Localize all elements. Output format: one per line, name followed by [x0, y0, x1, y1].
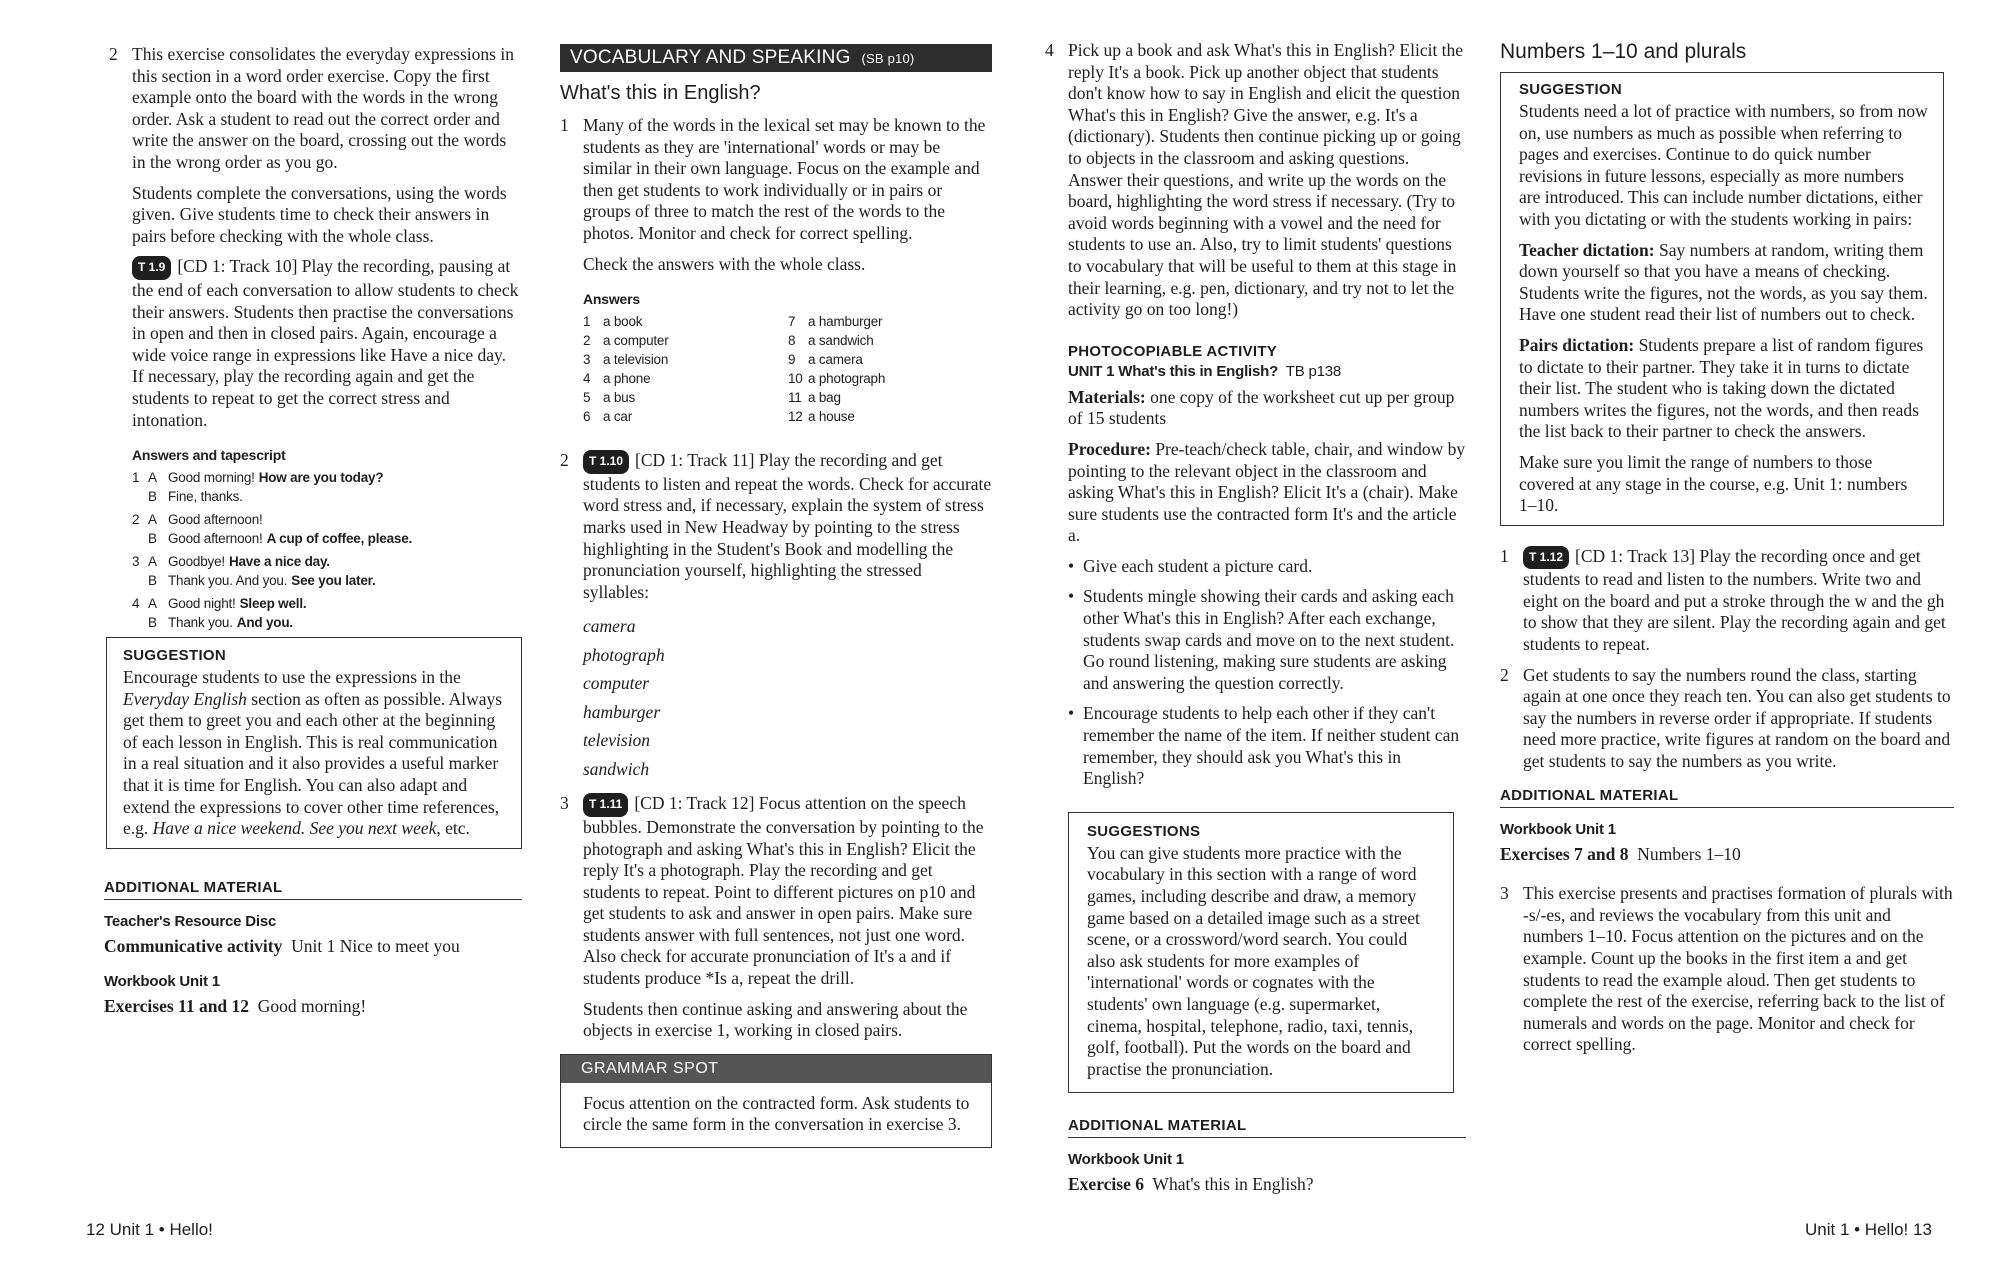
suggestion-text-italic: Everyday English — [123, 688, 247, 709]
suggestion-box — [106, 637, 522, 849]
vocab-answer-number: 1 — [583, 314, 591, 330]
answer-bold: A cup of coffee, please. — [266, 531, 413, 547]
pairs-dictation — [1519, 335, 1929, 443]
stress-word: television — [583, 730, 651, 751]
pairs-dictation-label: Pairs dictation: — [1519, 334, 1635, 355]
vocab-answer-word: a photograph — [808, 371, 886, 387]
vocab-answer — [788, 388, 988, 407]
answer-item — [132, 510, 522, 548]
procedure-bullet: • Students mingle showing their cards and asking each other What's this in English? After each exchange, students swap cards and move on to the next student. Go round listening, making sure students are asking and answering the question correctly. — [1083, 586, 1466, 694]
exercise-number: 1 — [560, 115, 569, 135]
exercise-number: 2 — [1500, 664, 1509, 685]
stress-word-list — [583, 612, 992, 783]
vocab-answer-number: 4 — [583, 371, 591, 387]
workbook-exercises-label: Exercises 7 and 8 — [1500, 843, 1629, 864]
vocab-answers-title: Answers — [583, 291, 640, 308]
answers-list — [132, 468, 522, 632]
additional-material-title: ADDITIONAL MATERIAL — [1068, 1117, 1466, 1138]
track-badge: T 1.10 — [583, 450, 629, 474]
vocab-answer — [788, 312, 988, 331]
vocab-exercise-3-para-1 — [583, 793, 992, 989]
grammar-spot-text: Focus attention on the contracted form. Ask students to circle the same form in the conversation in exercise 3. — [583, 1092, 970, 1135]
vocab-exercise-3-para-2: Students then continue asking and answering about the objects in exercise 1, working in closed pairs. — [583, 998, 968, 1041]
suggestion-text-1: Encourage students to use the expressions in the — [123, 667, 461, 687]
additional-material-title: ADDITIONAL MATERIAL — [104, 879, 522, 900]
workbook-heading: Workbook Unit 1 — [104, 972, 220, 990]
teacher-dictation — [1519, 240, 1929, 326]
speaker-label: A — [148, 554, 157, 570]
exercise-number: 4 — [1045, 40, 1054, 60]
track-badge: T 1.11 — [583, 793, 628, 817]
numbers-exercise-1 — [1500, 545, 1954, 656]
speaker-label: A — [148, 596, 157, 612]
answer-bold: And you. — [236, 615, 293, 631]
speaker-label: A — [148, 470, 157, 486]
activity-value: Unit 1 Nice to meet you — [291, 936, 460, 956]
column-left — [109, 44, 522, 636]
workbook-exercises-value: Good morning! — [257, 995, 367, 1016]
additional-material-title: ADDITIONAL MATERIAL — [1500, 787, 1954, 808]
answer-bold: Have a nice day. — [228, 554, 330, 570]
vocab-answer — [583, 350, 788, 369]
numbers-exercise-3 — [1500, 883, 1954, 1056]
communicative-activity-line — [104, 936, 522, 958]
vocab-answer — [788, 369, 988, 388]
procedure-bullet: • Give each student a picture card. — [1083, 556, 1466, 578]
vocabulary-subheading: What's this in English? — [560, 82, 761, 104]
vocab-answer-word: a phone — [603, 371, 651, 387]
footer-left: 12 Unit 1 • Hello! — [86, 1220, 213, 1239]
grammar-spot-title: GRAMMAR SPOT — [561, 1055, 991, 1083]
materials-line — [1068, 387, 1466, 430]
answer-number: 3 — [132, 554, 140, 570]
numbers-exercise-2 — [1500, 664, 1954, 773]
vocab-answer — [583, 312, 788, 331]
numbers-suggestion-title: SUGGESTION — [1519, 81, 1623, 98]
vocab-answer-number: 11 — [788, 390, 802, 406]
exercise-4-para: Pick up a book and ask What's this in English? Elicit the reply It's a book. Pick up another object that students don't know how to say in English and elicit the question What's this in English? Give the answer, e.g. It's a (dictionary). Students then continue picking up or going to objects in the classroom and asking questions. Answer their questions, and write up the words on the board, highlighting the word stress if necessary. (Try to avoid words beginning with a vowel and the need for students to use an. Also, try to limit students' questions to vocabulary that will be useful to them at this stage in their learning, e.g. pen, dictionary, and try not to let the activity go on too long!) — [1068, 40, 1464, 320]
exercise-2-para-3 — [132, 256, 522, 431]
numbers-heading: Numbers 1–10 and plurals — [1500, 40, 1747, 63]
workbook-exercise-value: What's this in English? — [1152, 1174, 1314, 1195]
speaker-label: A — [148, 512, 157, 528]
stress-word: computer — [583, 673, 650, 694]
answer-line — [132, 552, 522, 571]
track-badge: T 1.9 — [132, 256, 171, 280]
vocab-answer-word: a car — [603, 409, 633, 425]
photocopiable-title: PHOTOCOPIABLE ACTIVITY — [1068, 342, 1278, 360]
answer-plain: Thank you. And you. — [168, 573, 288, 589]
answer-number — [132, 529, 148, 548]
answer-plain: Good night! — [168, 596, 236, 612]
grammar-spot — [560, 1054, 992, 1148]
vocab-exercise-2 — [560, 450, 992, 783]
answer-bold: How are you today? — [258, 470, 384, 486]
stress-word: sandwich — [583, 758, 650, 779]
answer-plain: Thank you. — [168, 615, 233, 631]
vocab-answer-number: 5 — [583, 390, 591, 406]
workbook-exercises-line — [104, 996, 522, 1018]
numbers-exercise-1-para — [1523, 546, 1954, 656]
suggestion-text-3: , etc. — [436, 818, 470, 839]
photocopiable-ref: TB p138 — [1285, 362, 1342, 380]
vocab-answer-number: 3 — [583, 352, 591, 368]
exercise-number: 2 — [109, 44, 118, 64]
answer-plain: Fine, thanks. — [168, 489, 243, 505]
col4-additional-material — [1500, 787, 1954, 866]
stress-word: camera — [583, 616, 636, 637]
vocab-answers-grid — [583, 312, 992, 426]
photocopiable-activity — [1068, 343, 1466, 790]
vocab-answer-word: a house — [808, 409, 855, 425]
column-vocabulary — [560, 44, 992, 1148]
procedure-bullet: • Encourage students to help each other if they can't remember the name of the item. If neither student can remember, they should ask you What's this in English? — [1083, 703, 1466, 789]
vocab-exercise-2-para — [583, 450, 992, 603]
workbook-exercises-label: Exercises 11 and 12 — [104, 995, 250, 1016]
numbers-suggestion-para-1: Students need a lot of practice with numbers, so from now on, use numbers as much as possible when referring to pages and exercises. Continue to do quick number revisions in future lessons, especially as more numbers are introduced. This can include number dictations, either with you dictating or with the students working in pairs: — [1519, 101, 1928, 229]
answer-bold: Sleep well. — [239, 596, 307, 612]
teacher-dictation-text: Say numbers at random, writing them down yourself so that you have a means of checking. Students write the figures, not the words, as you say them. Have one student read their list of numbers out to check. — [1519, 239, 1928, 325]
vocab-answer-number: 8 — [788, 333, 796, 349]
footer-right: Unit 1 • Hello! 13 — [1805, 1220, 1932, 1239]
vocab-answer-word: a bus — [603, 390, 636, 406]
speaker-label: B — [148, 489, 157, 505]
answer-line — [132, 529, 522, 548]
answer-bold: See you later. — [291, 573, 376, 589]
answer-line — [132, 487, 522, 506]
answer-line — [132, 468, 522, 487]
vocab-answer-number: 2 — [583, 333, 591, 349]
numbers-suggestion-para-4: Make sure you limit the range of numbers to those covered at any stage in the course, e.g. Unit 1: numbers 1–10. — [1519, 451, 1908, 516]
vocab-answer-number: 10 — [788, 371, 803, 387]
activity-label: Communicative activity — [104, 936, 283, 956]
numbers-suggestion-box — [1500, 72, 1944, 526]
workbook-heading: Workbook Unit 1 — [1068, 1151, 1184, 1169]
answer-plain: Goodbye! — [168, 554, 225, 570]
procedure-label: Procedure: — [1068, 438, 1151, 459]
workbook-heading: Workbook Unit 1 — [1500, 820, 1616, 838]
answers-title: Answers and tapescript — [132, 447, 286, 464]
photocopiable-unit-line — [1068, 362, 1466, 382]
answer-number — [132, 487, 148, 506]
procedure-bullets — [1068, 556, 1466, 790]
suggestion-text — [123, 667, 509, 840]
speaker-label: B — [148, 573, 157, 589]
stress-word: photograph — [583, 644, 665, 665]
answer-line — [132, 613, 522, 632]
vocab-answer-number: 12 — [788, 409, 803, 425]
suggestions-title: SUGGESTIONS — [1087, 822, 1201, 840]
suggestion-text-italic-2: Have a nice weekend. See you next week — [152, 818, 437, 839]
col3-additional-material — [1068, 1117, 1466, 1196]
answer-plain: Good afternoon! — [168, 531, 263, 547]
vocab-answer — [788, 407, 988, 426]
exercise-2-para-3-text: [CD 1: Track 10] Play the recording, pausing at the end of each conversation to allow students to check their answers. Students then practise the conversations in open and then in closed pairs. Again, encourage a wide voice range in expressions like Have a nice day. If necessary, play the recording again and get the students to repeat to get the correct stress and intonation. — [132, 256, 519, 430]
exercise-2-para-1: This exercise consolidates the everyday expressions in this section in a word order exercise. Copy the first example onto the board with the words in the wrong order. Ask a student to read out the correct order and write the answer on the board, crossing out the words in the wrong order as you go. — [132, 44, 514, 172]
answer-item — [132, 468, 522, 506]
vocab-answer-word: a hamburger — [808, 314, 883, 330]
vocab-answer — [583, 331, 788, 350]
column-numbers — [1500, 40, 1954, 1065]
answer-item — [132, 594, 522, 632]
answer-number: 4 — [132, 596, 140, 612]
answer-plain: Good afternoon! — [168, 512, 263, 528]
workbook-exercise-label: Exercise 6 — [1068, 1174, 1144, 1195]
numbers-exercise-1-text: [CD 1: Track 13] Play the recording once and get students to read and listen to the numbers. Write two and eight on the board and put a stroke through the w and the gh to show that they are silent. Play the recording again and get students to repeat. — [1523, 545, 1946, 655]
materials-text: one copy of the worksheet cut up per group of 15 students — [1068, 386, 1455, 429]
exercise-2-para-2: Students complete the conversations, using the words given. Give students time to check their answers in pairs before checking with the whole class. — [132, 182, 507, 246]
numbers-exercise-2-para: Get students to say the numbers round the class, starting again at one once they reach ten. You can also get students to say the numbers in reverse order if appropriate. If students need more practice, write figures at random on the board and get students to say the numbers as you write. — [1523, 664, 1951, 772]
vocab-answer — [583, 369, 788, 388]
exercise-number: 1 — [1500, 545, 1509, 566]
answer-number — [132, 571, 148, 590]
answer-number: 2 — [132, 512, 140, 528]
vocab-answer-word: a bag — [808, 390, 841, 406]
vocab-exercise-2-text: [CD 1: Track 11] Play the recording and get students to listen and repeat the words. Check for accurate word stress and, if necessary, explain the system of stress marks used in New Headway by pointing to the stress highlighting in the Student's Book and modelling the pronunciation yourself, highlighting the stressed syllables: — [583, 450, 992, 602]
vocab-answer-number: 9 — [788, 352, 796, 368]
vocab-answers-right — [788, 312, 988, 426]
vocabulary-bar-title: VOCABULARY AND SPEAKING — [570, 47, 851, 68]
resource-disc-heading: Teacher's Resource Disc — [104, 913, 277, 930]
workbook-exercises-line — [1500, 844, 1954, 866]
answer-plain: Good morning! — [168, 470, 255, 486]
vocab-answer-word: a camera — [808, 352, 863, 368]
speaker-label: B — [148, 531, 157, 547]
photocopiable-unit: UNIT 1 What's this in English? — [1068, 362, 1279, 380]
suggestions-box — [1068, 812, 1454, 1094]
vocab-answer-number: 7 — [788, 314, 796, 330]
vocabulary-bar-ref: (SB p10) — [861, 51, 915, 66]
vocab-exercise-1-para-1: Many of the words in the lexical set may be known to the students as they are 'international' words or may be similar in their own language. Focus on the example and then get students to work individually or in pairs or groups of three to match the rest of the words to the photos. Monitor and check for correct spelling. — [583, 115, 986, 243]
stress-word: hamburger — [583, 701, 661, 722]
vocab-answer-number: 6 — [583, 409, 591, 425]
column-third — [1045, 40, 1466, 1205]
vocab-answer-word: a book — [603, 314, 643, 330]
answer-number — [132, 613, 148, 632]
left-additional-material — [104, 879, 522, 1026]
vocab-answer — [583, 388, 788, 407]
vocab-answer — [788, 331, 988, 350]
numbers-exercise-3-para: This exercise presents and practises formation of plurals with -s/-es, and reviews the vocabulary from this unit and numbers 1–10. Focus attention on the pictures and on the example. Count up the books in the first item a and get students to read the example aloud. Then get students to complete the rest of the exercise, referring back to the list of numerals and words on the page. Monitor and check for correct spelling. — [1523, 883, 1953, 1055]
vocab-exercise-3-text: [CD 1: Track 12] Focus attention on the speech bubbles. Demonstrate the conversation by pointing to the photograph and asking What's this in English? Elicit the reply It's a photograph. Play the recording and get students to repeat. Point to different pictures on p10 and get students to ask and answer in open pairs. Make sure students answer with full sentences, not just one word. Also check for accurate pronunciation of It's a and if students produce *Is a, repeat the drill. — [583, 793, 984, 989]
procedure-text: Pre-teach/check table, chair, and window by pointing to the relevant object in the classroom and asking What's this in English? Elicit It's a (chair). Make sure students use the contracted form It's and the article a. — [1068, 438, 1466, 546]
exercise-2 — [109, 44, 522, 431]
procedure-line — [1068, 439, 1466, 547]
materials-label: Materials: — [1068, 386, 1146, 407]
suggestions-text: You can give students more practice with the vocabulary in this section with a range of word games, including describe and draw, a memory game based on a detailed image such as a street scene, or a crossword/word search. You could also ask students for more examples of 'international' words or cognates with the students' own language (e.g. supermarket, cinema, hospital, telephone, radio, taxi, tennis, golf, football). Put the words on the board and practise the pronunciation. — [1087, 842, 1420, 1079]
vocab-answer-word: a sandwich — [808, 333, 874, 349]
suggestion-text-2: section as often as possible. Always get them to greet you and each other at the beginning of each lesson in English. This is real communication in a real situation and it also provides a useful marker that it is time for English. You can also adapt and extend the expressions to cover other time references, e.g. — [123, 688, 503, 839]
answer-number: 1 — [132, 470, 140, 486]
vocab-exercise-3 — [560, 793, 992, 1042]
vocab-answer-word: a television — [603, 352, 669, 368]
vocab-exercise-1 — [560, 115, 992, 426]
suggestion-title: SUGGESTION — [123, 647, 227, 664]
workbook-exercises-value: Numbers 1–10 — [1637, 843, 1741, 864]
answers-tapescript — [132, 445, 522, 632]
teacher-dictation-label: Teacher dictation: — [1519, 239, 1655, 260]
vocabulary-section-bar — [560, 44, 992, 72]
vocab-answers-left — [583, 312, 788, 426]
answer-item — [132, 552, 522, 590]
workbook-exercise-line — [1068, 1174, 1466, 1196]
answer-line — [132, 571, 522, 590]
answer-line — [132, 594, 522, 613]
speaker-label: B — [148, 615, 157, 631]
vocab-answer — [788, 350, 988, 369]
vocab-answer-word: a computer — [603, 333, 669, 349]
vocab-exercise-1-para-2: Check the answers with the whole class. — [583, 253, 866, 274]
pairs-dictation-text: Students prepare a list of random figures to dictate to their partner. They take it in turns to dictate their list. The student who is taking down the dictated numbers writes the figures, not the words, and then reads the list back to their partner to check the answers. — [1519, 334, 1924, 442]
exercise-number: 2 — [560, 450, 569, 471]
vocab-answer — [583, 407, 788, 426]
exercise-number: 3 — [560, 793, 569, 814]
track-badge: T 1.12 — [1523, 546, 1569, 570]
exercise-4 — [1045, 40, 1466, 321]
exercise-number: 3 — [1500, 883, 1509, 904]
answer-line — [132, 510, 522, 529]
